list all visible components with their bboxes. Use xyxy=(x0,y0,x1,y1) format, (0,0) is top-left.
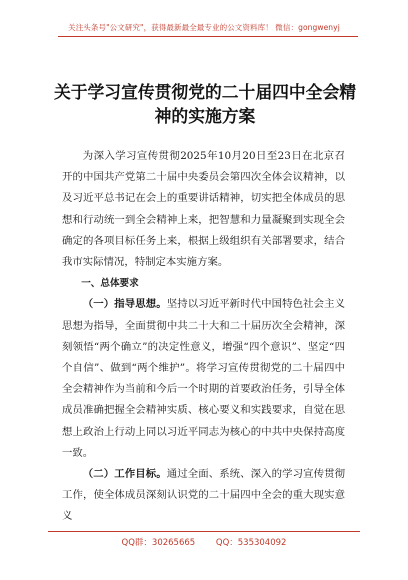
work-goals-text: 通过全面、系统、深入的学习宣传贯彻工作，使全体成员深刻认识党的二十届四中全会的重大现实意义 xyxy=(62,468,345,523)
header-divider xyxy=(58,36,358,37)
work-goals-paragraph xyxy=(62,464,345,528)
work-goals-label: （二）工作目标。 xyxy=(82,468,167,481)
document-body xyxy=(62,146,345,528)
footer-qq: QQ：535304092 xyxy=(215,538,287,548)
section-heading: 一、总体要求 xyxy=(81,278,139,290)
footer-qq-group: QQ群：30265665 xyxy=(121,538,196,548)
guiding-ideology-text: 坚持以习近平新时代中国特色社会主义思想为指导，全面贯彻中共二十大和二十届历次全会精神，深刻领悟“两个确立”的决定性意义，增强“四个意识”、坚定“四个自信”、做到“两个维护”。将学习宣传贯彻党的二十届四中全会精神作为当前和今后一个时期的首要政治任务，引导全体成员准确把握全会精神实质、核心要义和实践要求，自觉在思想上政治上行动上同以习近平同志为核心的中共中央保持高度一致。 xyxy=(62,298,345,459)
guiding-ideology-paragraph xyxy=(62,294,345,464)
intro-paragraph: 为深入学习宣传贯彻2025年10月20日至23日在北京召开的中国共产党第二十届中央委员会第四次全体会议精神，以及习近平总书记在会上的重要讲话精神，切实把全体成员的思想和行动统一到全会精神上来，把智慧和力量凝聚到实现全会确定的各项目标任务上来，根据上级组织有关部署要求，结合我市实际情况，特制定本实施方案。 xyxy=(62,150,345,269)
header-note: 关注头条号"公文研究"，获得最新最全最专业的公文资料库！ 微信：gongwenyj xyxy=(68,23,340,32)
footer-divider xyxy=(48,531,360,532)
guiding-ideology-label: （一）指导思想。 xyxy=(82,298,167,311)
document-title: 关于学习宣传贯彻党的二十届四中全会精神的实施方案 xyxy=(53,82,357,126)
footer-contact xyxy=(0,536,408,548)
